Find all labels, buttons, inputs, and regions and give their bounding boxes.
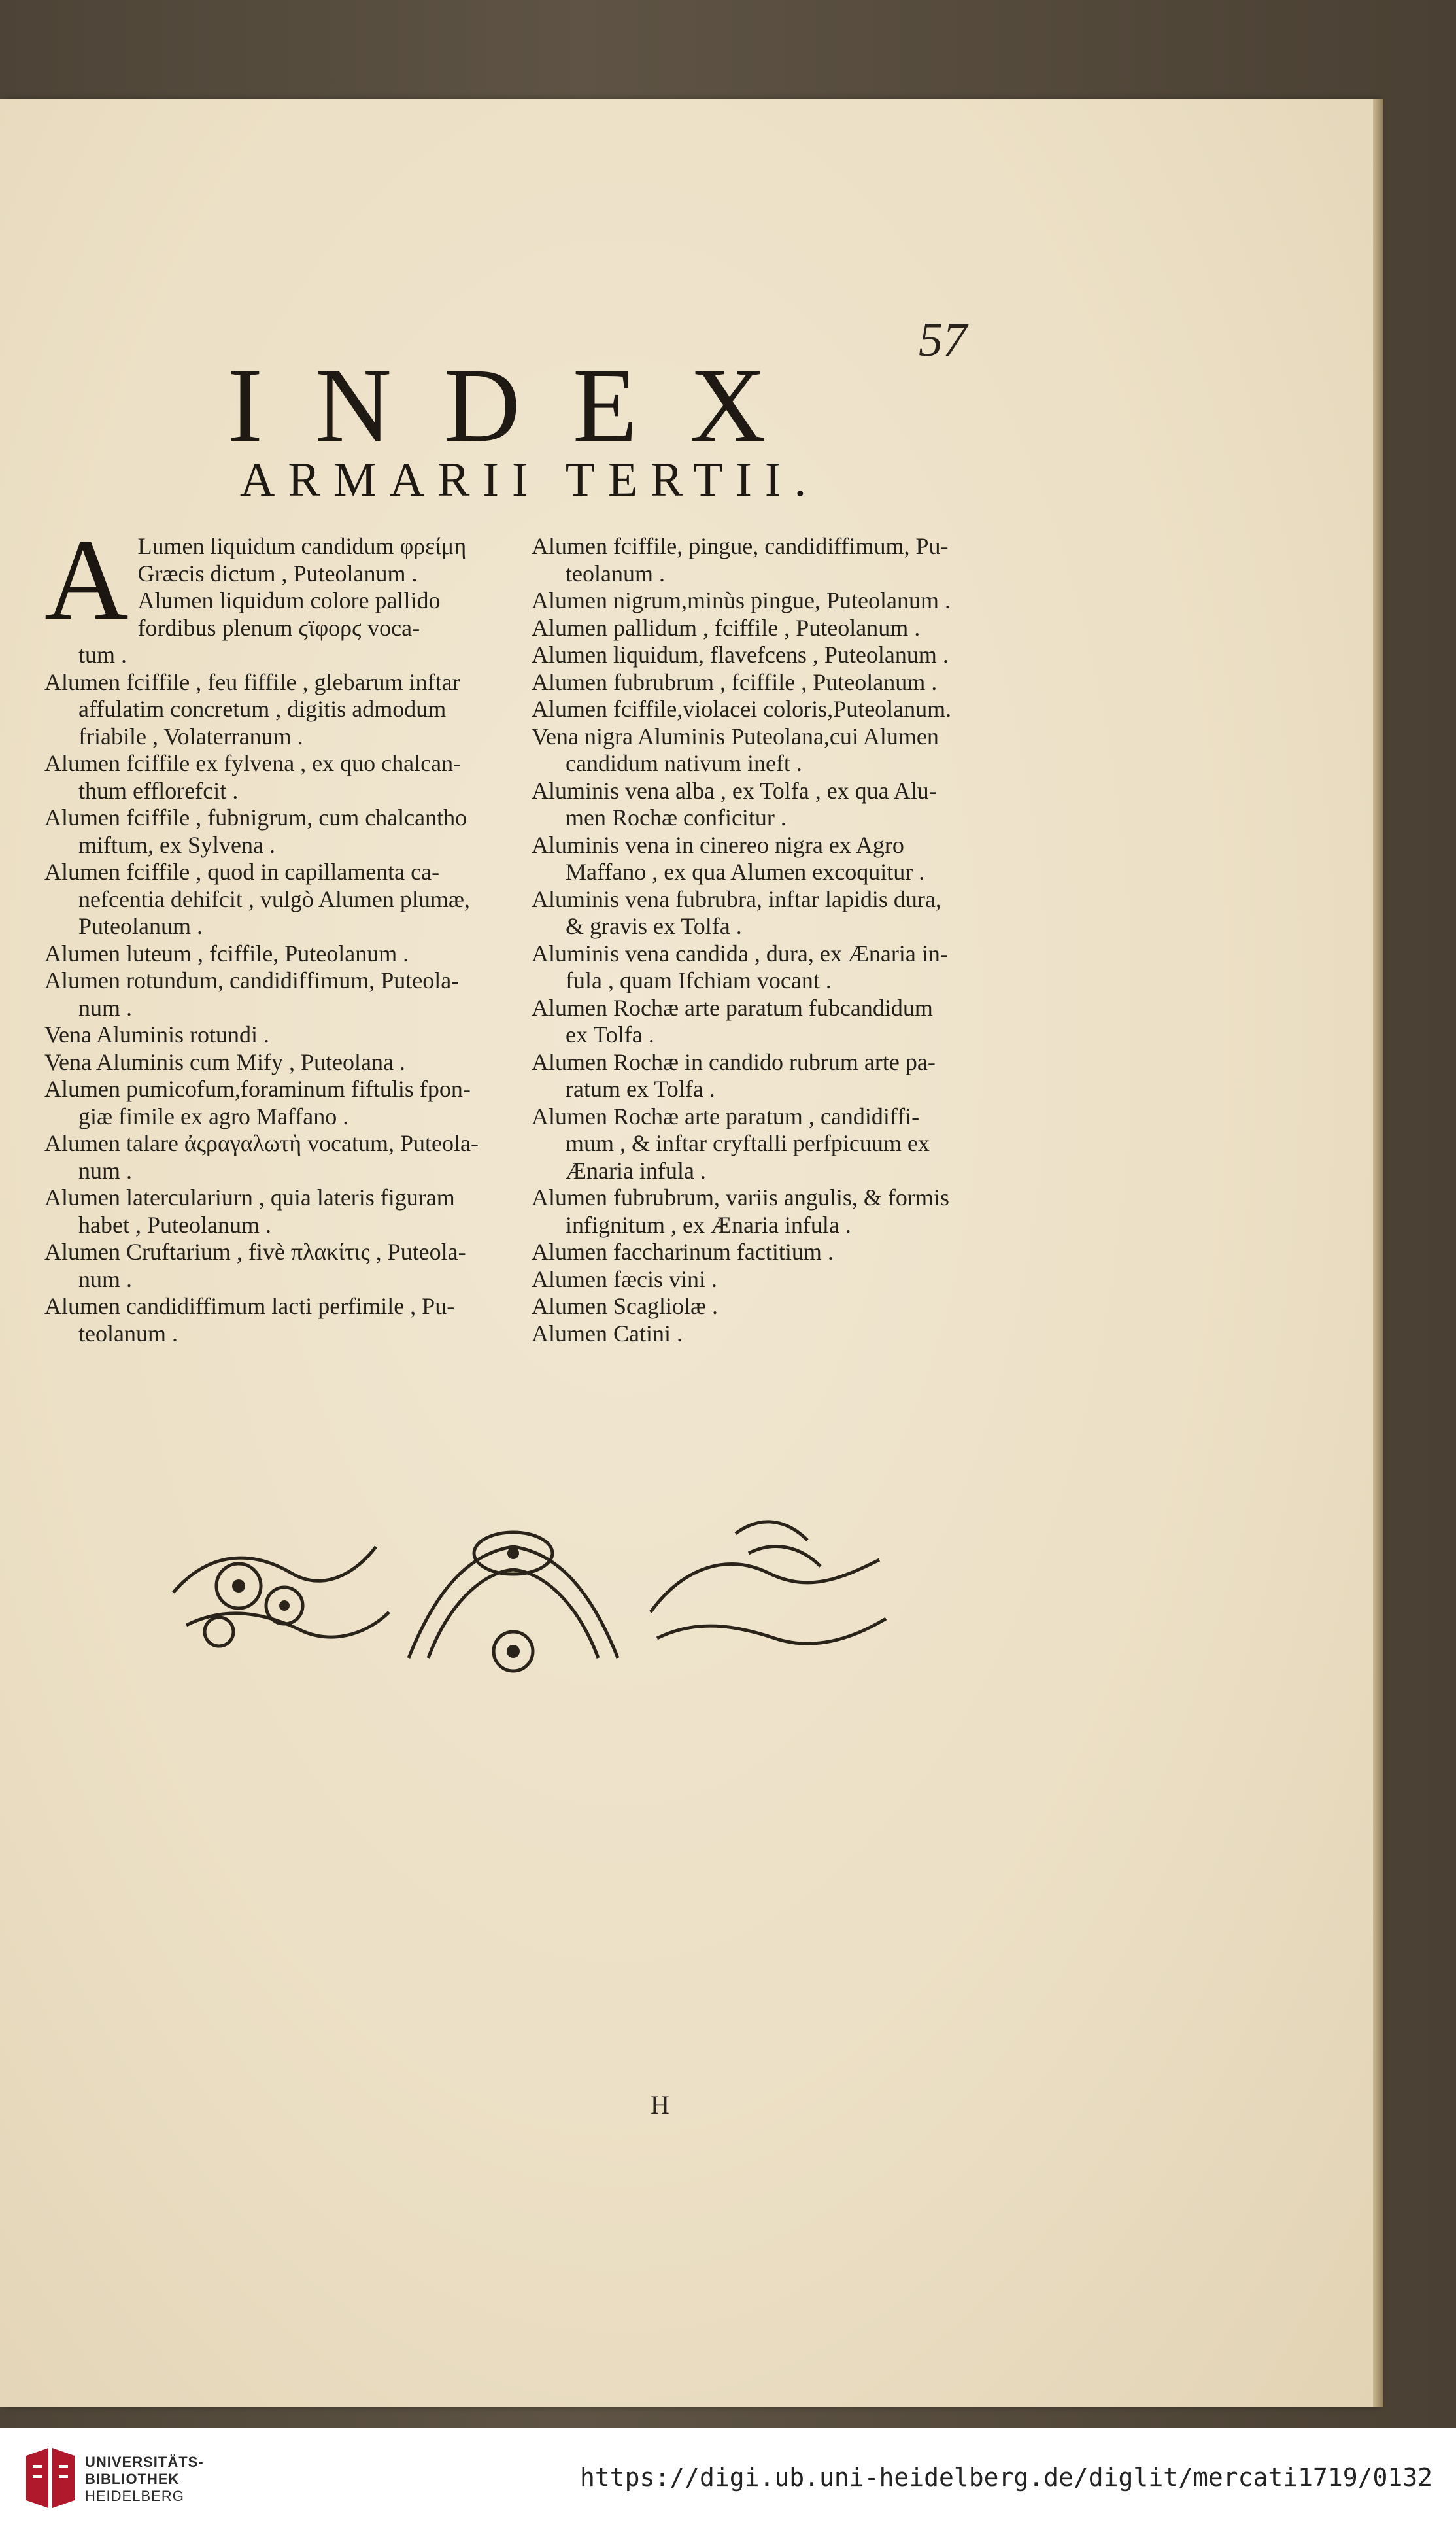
logo-line-1: UNIVERSITÄTS-	[85, 2454, 204, 2470]
right-column	[532, 533, 989, 1347]
entry-line: teolanum .	[78, 1320, 178, 1347]
entry-line: num .	[78, 994, 133, 1021]
entry-line: Alumen Rochæ arte paratum , candidiffi-	[532, 1103, 920, 1129]
left-index-entry	[44, 1239, 507, 1293]
left-index-entry	[44, 1022, 507, 1049]
entry-line: & gravis ex Tolfa .	[566, 913, 742, 939]
entry-line: Vena Aluminis cum Mify , Puteolana .	[44, 1048, 405, 1075]
entry-line: Aluminis vena alba , ex Tolfa , ex qua Alu-	[532, 777, 937, 804]
right-index-entry	[532, 587, 989, 615]
left-index-entry	[44, 1293, 507, 1347]
left-column	[44, 515, 507, 1347]
right-index-entry	[532, 696, 989, 723]
entry-line: Alumen faccharinum factitium .	[532, 1239, 834, 1265]
entry-line: Alumen laterculariurn , quia lateris figuram	[44, 1184, 455, 1211]
entry-line: men Rochæ conficitur .	[566, 804, 787, 831]
entry-line: nefcentia dehifcit , vulgò Alumen plumæ,	[78, 886, 470, 912]
entry-line: Alumen liquidum, flavefcens , Puteolanum .	[532, 642, 949, 668]
entry-line: habet , Puteolanum .	[78, 1211, 271, 1238]
left-index-entry	[44, 859, 507, 940]
left-index-entry	[44, 1049, 507, 1076]
entry-line: tum .	[78, 642, 127, 668]
right-index-entry	[532, 669, 989, 697]
entry-line: Vena Aluminis rotundi .	[44, 1022, 269, 1048]
entry-line: fula , quam Ifchiam vocant .	[566, 967, 832, 993]
floral-ornament-icon	[160, 1475, 899, 1681]
entry-line: Maffano , ex qua Alumen excoquitur .	[566, 859, 925, 885]
entry-line: Alumen fciffile ex fylvena , ex quo chalcan-	[44, 750, 462, 776]
logo-line-3: HEIDELBERG	[85, 2488, 184, 2504]
entry-line: mum , & inftar cryftalli perfpicuum ex	[566, 1130, 930, 1156]
right-index-entry	[532, 995, 989, 1049]
right-index-entry	[532, 1103, 989, 1185]
entry-line: Alumen Scagliolæ .	[532, 1293, 718, 1319]
page-edge	[1373, 99, 1383, 2407]
entry-line: giæ fimile ex agro Maffano .	[78, 1103, 349, 1129]
right-index-entry	[532, 886, 989, 940]
entry-line: Alumen fubrubrum, variis angulis, & formis	[532, 1184, 949, 1211]
entry-line: Alumen fciffile , quod in capillamenta ca-	[44, 859, 440, 885]
entry-line: Alumen Cruftarium , fivè πλακίτις , Puteola-	[44, 1239, 466, 1265]
entry-line: fordibus plenum ϛϊφορϛ voca-	[137, 614, 420, 641]
left-index-entry	[44, 1184, 507, 1239]
entry-line: Alumen Rochæ arte paratum fubcandidum	[532, 994, 933, 1021]
index-subtitle: ARMARII TERTII.	[239, 453, 820, 507]
entry-line: Ænaria infula .	[566, 1157, 706, 1184]
entry-line: Alumen liquidum colore pallido	[137, 587, 441, 613]
entry-line: ex Tolfa .	[566, 1022, 654, 1048]
left-index-entry	[44, 1130, 507, 1184]
entry-line: num .	[78, 1266, 133, 1292]
entry-line: Lumen liquidum candidum φρείμη	[137, 533, 467, 559]
entry-line: Alumen luteum , fciffile, Puteolanum .	[44, 940, 409, 967]
university-logo-icon[interactable]	[14, 2443, 86, 2516]
entry-line: Alumen fciffile, pingue, candidiffimum, Pu-	[532, 533, 949, 559]
entry-line: ratum ex Tolfa .	[566, 1076, 715, 1102]
left-index-entry	[44, 750, 507, 804]
entry-line: Puteolanum .	[78, 913, 203, 939]
right-index-entry	[532, 533, 989, 587]
entry-line: Alumen fæcis vini .	[532, 1266, 717, 1292]
entry-line: Aluminis vena candida , dura, ex Ænaria in-	[532, 940, 948, 967]
permalink-url[interactable]: https://digi.ub.uni-heidelberg.de/diglit/mercati1719/0132	[579, 2463, 1432, 2492]
entry-line: Alumen fciffile , fubnigrum, cum chalcantho	[44, 804, 467, 831]
drop-cap: A	[44, 515, 129, 644]
university-logo-text	[85, 2454, 204, 2505]
right-index-entry	[532, 1049, 989, 1103]
entry-line: Alumen Catini .	[532, 1320, 683, 1347]
right-index-entry	[532, 778, 989, 832]
right-index-entry	[532, 642, 989, 669]
page-number: 57	[919, 313, 967, 367]
right-index-entry	[532, 1184, 989, 1239]
entry-line: friabile , Volaterranum .	[78, 723, 303, 749]
entry-line: num .	[78, 1157, 133, 1184]
entry-line: Alumen candidiffimum lacti perfimile , Pu-	[44, 1293, 455, 1319]
left-index-entry	[44, 940, 507, 968]
right-index-entry	[532, 1320, 989, 1348]
entry-line: affulatim concretum , digitis admodum	[78, 696, 447, 722]
entry-line: Alumen nigrum,minùs pingue, Puteolanum .	[532, 587, 951, 613]
left-index-entry	[44, 669, 507, 751]
entry-line: Alumen pumicofum,foraminum fiftulis fpon-	[44, 1076, 471, 1102]
entry-line: thum efflorefcit .	[78, 777, 239, 804]
right-index-entry	[532, 1293, 989, 1320]
entry-line: miftum, ex Sylvena .	[78, 831, 275, 858]
entry-line: Alumen fubrubrum , fciffile , Puteolanum .	[532, 668, 938, 695]
signature-mark: H	[651, 2090, 669, 2120]
entry-line: Aluminis vena in cinereo nigra ex Agro	[532, 831, 904, 858]
entry-line: Alumen fciffile,violacei coloris,Puteolanum.	[532, 696, 952, 722]
right-index-entry	[532, 1266, 989, 1294]
entry-line: Alumen fciffile , feu fiffile , glebarum inftar	[44, 668, 460, 695]
left-index-entry	[44, 1076, 507, 1130]
entry-line: infignitum , ex Ænaria infula .	[566, 1211, 851, 1238]
entry-line: Græcis dictum , Puteolanum .	[137, 560, 418, 587]
left-index-entry	[44, 804, 507, 859]
left-index-entry	[44, 967, 507, 1022]
entry-line: Alumen Rochæ in candido rubrum arte pa-	[532, 1048, 936, 1075]
entry-line: Alumen pallidum , fciffile , Puteolanum .	[532, 614, 921, 641]
entry-line: Alumen rotundum, candidiffimum, Puteola-	[44, 967, 460, 993]
entry-line: candidum nativum ineft .	[566, 750, 802, 776]
right-index-entry	[532, 723, 989, 778]
entry-line: teolanum .	[566, 560, 665, 587]
index-title: INDEX	[228, 347, 819, 464]
entry-line: Vena nigra Aluminis Puteolana,cui Alumen	[532, 723, 939, 749]
logo-line-2: BIBLIOTHEK	[85, 2471, 180, 2487]
right-index-entry	[532, 832, 989, 886]
entry-line: Alumen talare ἀςραγαλωτὴ vocatum, Puteola-	[44, 1130, 479, 1156]
right-index-entry	[532, 615, 989, 642]
entry-line: Aluminis vena fubrubra, inftar lapidis dura,	[532, 886, 941, 912]
right-index-entry	[532, 940, 989, 995]
right-index-entry	[532, 1239, 989, 1266]
